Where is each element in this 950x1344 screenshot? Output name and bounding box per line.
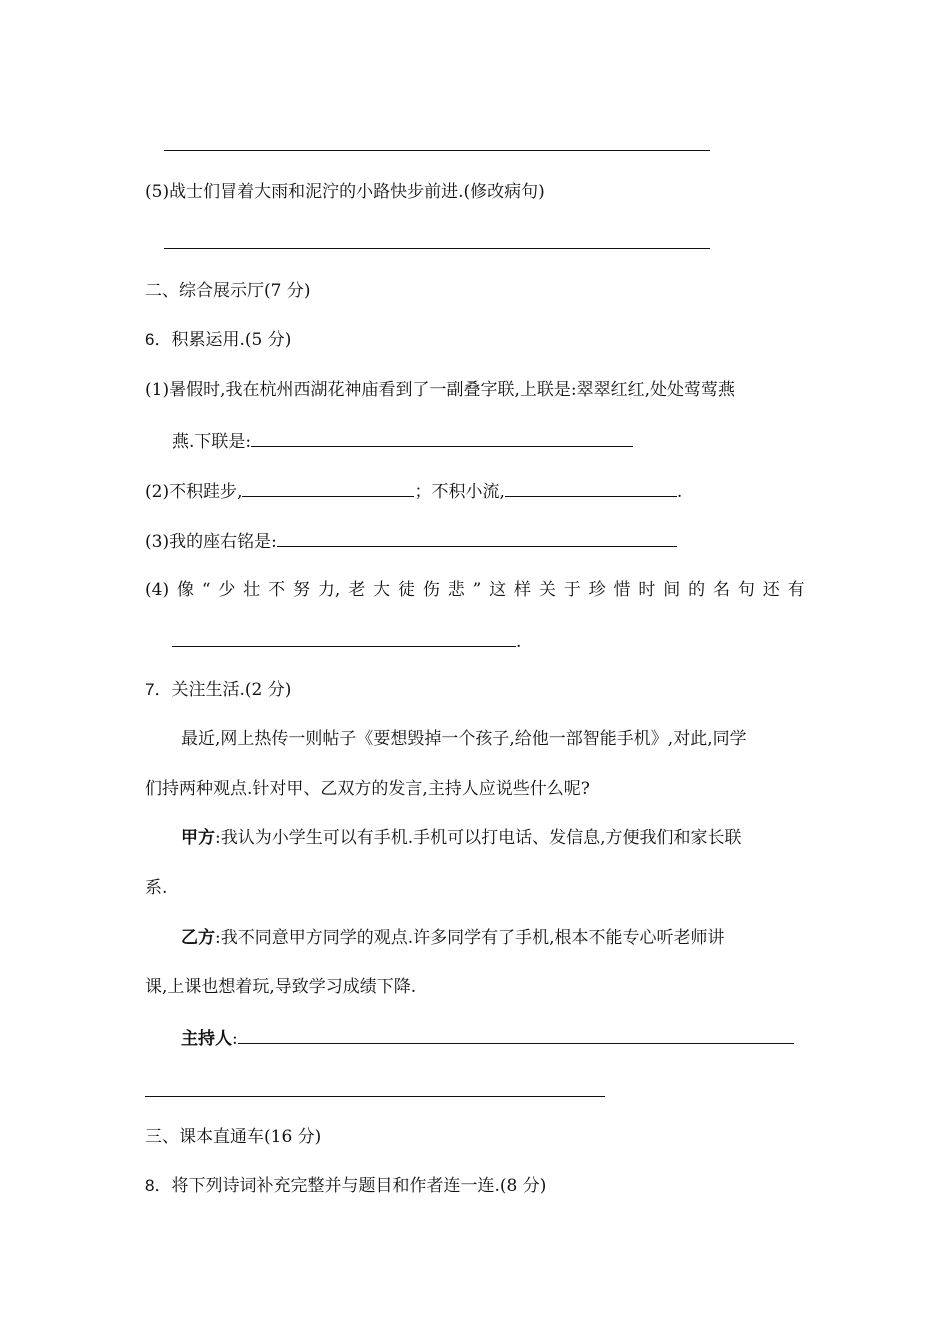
- q6-item4-char: 有: [787, 580, 805, 600]
- q6-item2-end: .: [676, 482, 683, 502]
- q7-host-label: 主持人: [181, 1029, 232, 1049]
- q6-item4-char: 样: [514, 580, 532, 600]
- q6-item4-char: 还: [762, 580, 780, 600]
- q6-item4-char: (4): [145, 580, 170, 600]
- q6-item4-char: 力,: [317, 580, 341, 600]
- q6-item4-char: 的: [688, 580, 706, 600]
- q8-number: 8．: [145, 1176, 172, 1195]
- q6-item4-char: 徒: [397, 580, 415, 600]
- q6-item4-char: 伤: [422, 580, 440, 600]
- q6-item4-char: 像: [176, 580, 194, 600]
- q7-intro-line2: 们持两种观点.针对甲、乙双方的发言,主持人应说些什么呢?: [145, 779, 590, 799]
- q6-item4-char: 努: [293, 580, 311, 600]
- q7-jia-label: 甲方: [181, 828, 215, 848]
- q8-title: 将下列诗词补充完整并与题目和作者连一连.(8 分): [171, 1176, 547, 1196]
- q6-item4-char: 于: [563, 580, 581, 600]
- q6-item4-char: 壮: [243, 580, 261, 600]
- q7-yi-line2: 课,上课也想着玩,导致学习成绩下降.: [145, 977, 417, 997]
- q7-yi-line1: [181, 926, 725, 950]
- answer-line-host-line2[interactable]: [145, 1096, 605, 1097]
- q6-item1-line1: (1)暑假时,我在杭州西湖花神庙看到了一副叠字联,上联是:翠翠红红,处处莺莺燕: [145, 380, 736, 400]
- answer-blank-motto[interactable]: [277, 528, 677, 547]
- answer-line-q5[interactable]: [164, 248, 710, 249]
- q6-item4-char: 少: [218, 580, 236, 600]
- q7-number: 7．: [145, 680, 172, 699]
- q7-host-colon: :: [232, 1029, 238, 1049]
- q6-title: 积累运用.(5 分): [171, 330, 292, 350]
- q8-header: [145, 1174, 546, 1198]
- answer-blank-host-line1[interactable]: [238, 1025, 794, 1044]
- q6-item4-char: 这: [489, 580, 507, 600]
- q6-item4-char: 名: [713, 580, 731, 600]
- q6-item4-char: 珍: [588, 580, 606, 600]
- q7-jia-line1: [181, 826, 742, 850]
- q7-yi-text: :我不同意甲方同学的观点.许多同学有了手机,根本不能专心听老师讲: [215, 928, 725, 948]
- q5-item: (5)战士们冒着大雨和泥泞的小路快步前进.(修改病句): [145, 182, 545, 202]
- q6-item4-char: 句: [737, 580, 755, 600]
- q6-item4-char: 时: [638, 580, 656, 600]
- q6-item4-char: “: [201, 580, 211, 600]
- q6-item1-lower-couplet-label: 燕.下联是:: [172, 432, 252, 452]
- q7-host: [181, 1025, 794, 1051]
- q6-item1-line2: [172, 428, 633, 454]
- q6-item4-char: 关: [538, 580, 556, 600]
- answer-line-q4[interactable]: [164, 150, 710, 151]
- section-2-heading: 二、综合展示厅(7 分): [145, 281, 311, 301]
- q7-jia-line2: 系.: [145, 878, 168, 898]
- q6-item2: [145, 478, 682, 504]
- q7-intro-line1: 最近,网上热传一则帖子《要想毁掉一个孩子,给他一部智能手机》,对此,同学: [181, 729, 747, 749]
- q7-header: [145, 678, 291, 702]
- answer-blank-lower-couplet[interactable]: [251, 428, 633, 447]
- q6-item3-label: (3)我的座右铭是:: [145, 532, 277, 552]
- q6-header: [145, 328, 291, 352]
- q6-number: 6．: [145, 330, 172, 349]
- answer-blank-time-proverb[interactable]: [172, 628, 516, 647]
- q6-item4-char: 大: [373, 580, 391, 600]
- q6-item4-char: 不: [268, 580, 286, 600]
- q7-title: 关注生活.(2 分): [171, 680, 292, 700]
- q6-item2-middle: ；不积小流,: [414, 482, 505, 502]
- q6-item4-char: 间: [663, 580, 681, 600]
- q7-jia-text: :我认为小学生可以有手机.手机可以打电话、发信息,方便我们和家长联: [215, 828, 742, 848]
- answer-blank-item2-b[interactable]: [505, 478, 677, 497]
- q6-item4-char: 老: [348, 580, 366, 600]
- q6-item4-char: 惜: [613, 580, 631, 600]
- answer-blank-item2-a[interactable]: [242, 478, 414, 497]
- q6-item4-line2: [172, 628, 521, 654]
- q6-item4-line1: [145, 578, 805, 602]
- q6-item3: [145, 528, 677, 554]
- q6-item4-end: .: [516, 632, 522, 652]
- q7-yi-label: 乙方: [181, 928, 215, 948]
- q6-item2-prefix: (2)不积跬步,: [145, 482, 243, 502]
- section-3-heading: 三、课本直通车(16 分): [145, 1127, 322, 1147]
- q6-item4-char: 悲: [447, 580, 465, 600]
- q6-item4-char: ”: [472, 580, 482, 600]
